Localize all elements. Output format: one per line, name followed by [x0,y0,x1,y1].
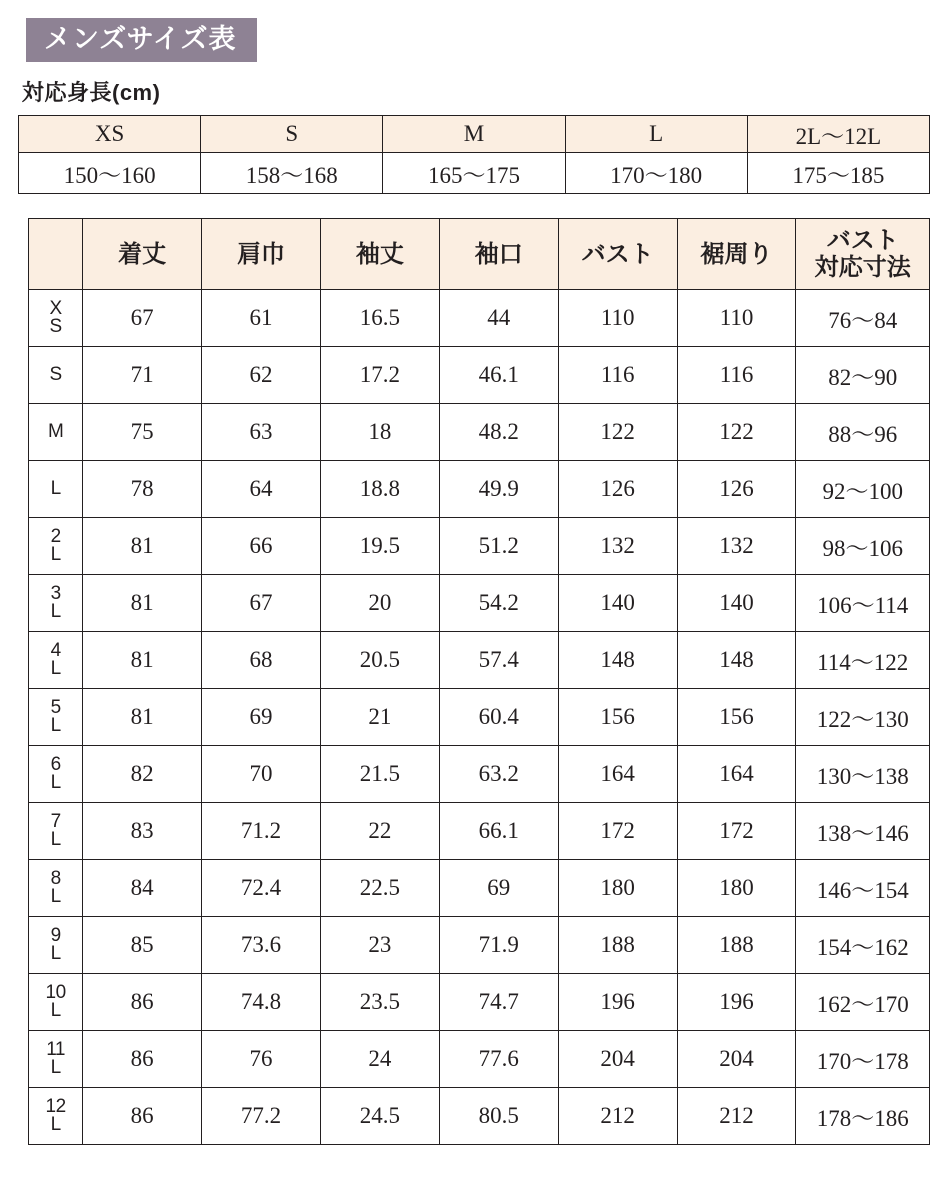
cell-bust: 196 [558,974,677,1031]
cell-length: 81 [83,689,202,746]
row-size-label [29,746,83,803]
cell-length: 86 [83,1088,202,1145]
height-size-header: S [201,116,383,153]
row-size-line2: L [50,1000,61,1022]
cell-bust: 148 [558,632,677,689]
measurement-header-row [29,219,930,290]
cell-hem: 156 [677,689,796,746]
row-size-label [29,290,83,347]
cell-length: 78 [83,461,202,518]
row-size-line1: 3 [50,582,61,604]
table-row [29,746,930,803]
row-size-label [29,461,83,518]
row-size-label [29,803,83,860]
cell-sleeve: 24 [320,1031,439,1088]
cell-shoulder: 69 [202,689,321,746]
cell-length: 83 [83,803,202,860]
cell-bust-fit: 130〜138 [796,746,930,803]
column-header-cuff: 袖口 [439,219,558,290]
measurement-table [28,218,930,1145]
cell-cuff: 51.2 [439,518,558,575]
row-size-line1: 11 [46,1038,65,1060]
cell-sleeve: 24.5 [320,1088,439,1145]
row-size-line2: S [49,316,62,338]
column-header-shoulder: 肩巾 [202,219,321,290]
cell-sleeve: 21 [320,689,439,746]
cell-length: 81 [83,632,202,689]
cell-hem: 188 [677,917,796,974]
row-size-line1: 4 [50,639,61,661]
cell-sleeve: 22.5 [320,860,439,917]
row-size-line2: L [50,544,61,566]
cell-hem: 204 [677,1031,796,1088]
cell-bust: 126 [558,461,677,518]
column-header-hem: 裾周り [677,219,796,290]
row-size-line1: 2 [50,525,61,547]
cell-length: 75 [83,404,202,461]
row-size-line1: 8 [50,867,61,889]
cell-shoulder: 61 [202,290,321,347]
cell-shoulder: 74.8 [202,974,321,1031]
column-header-length: 着丈 [83,219,202,290]
measurement-size-corner [29,219,83,290]
cell-sleeve: 17.2 [320,347,439,404]
row-size-label [29,518,83,575]
row-size-line2: L [50,715,61,737]
cell-cuff: 63.2 [439,746,558,803]
cell-cuff: 80.5 [439,1088,558,1145]
cell-bust-fit: 106〜114 [796,575,930,632]
row-size-label [29,860,83,917]
height-size-header: L [565,116,747,153]
cell-bust: 156 [558,689,677,746]
table-row [29,974,930,1031]
cell-bust-fit: 82〜90 [796,347,930,404]
cell-bust-fit: 122〜130 [796,689,930,746]
cell-sleeve: 18.8 [320,461,439,518]
height-table-row [19,153,930,194]
page-title: メンズサイズ表 [26,18,257,62]
height-table [18,115,930,194]
cell-cuff: 77.6 [439,1031,558,1088]
cell-sleeve: 18 [320,404,439,461]
row-size-line1: M [47,421,64,443]
height-size-header: XS [19,116,201,153]
cell-bust: 172 [558,803,677,860]
cell-length: 82 [83,746,202,803]
cell-bust-fit: 98〜106 [796,518,930,575]
cell-bust: 122 [558,404,677,461]
cell-bust-fit: 154〜162 [796,917,930,974]
table-row [29,1031,930,1088]
height-table-header-row [19,116,930,153]
table-row [29,575,930,632]
cell-bust: 204 [558,1031,677,1088]
row-size-line2: L [50,1114,61,1136]
row-size-line2: L [50,601,61,623]
cell-shoulder: 72.4 [202,860,321,917]
row-size-label [29,689,83,746]
row-size-label [29,575,83,632]
cell-length: 81 [83,518,202,575]
cell-hem: 172 [677,803,796,860]
cell-length: 71 [83,347,202,404]
cell-shoulder: 71.2 [202,803,321,860]
measurement-table-wrap [28,218,926,1145]
row-size-line1: S [49,364,62,386]
cell-bust-fit: 170〜178 [796,1031,930,1088]
cell-bust-fit: 138〜146 [796,803,930,860]
height-section-label: 対応身長(cm) [22,80,161,106]
table-row [29,1088,930,1145]
cell-sleeve: 23 [320,917,439,974]
cell-bust-fit: 76〜84 [796,290,930,347]
row-size-label [29,1088,83,1145]
cell-bust-fit: 88〜96 [796,404,930,461]
cell-hem: 110 [677,290,796,347]
height-range-cell: 170〜180 [565,153,747,194]
cell-bust-fit: 162〜170 [796,974,930,1031]
measurement-table-body [29,290,930,1145]
row-size-line2: L [50,943,61,965]
cell-shoulder: 66 [202,518,321,575]
table-row [29,347,930,404]
cell-hem: 180 [677,860,796,917]
cell-bust-fit: 146〜154 [796,860,930,917]
cell-shoulder: 73.6 [202,917,321,974]
cell-sleeve: 19.5 [320,518,439,575]
cell-shoulder: 64 [202,461,321,518]
table-row [29,689,930,746]
cell-bust-fit: 178〜186 [796,1088,930,1145]
row-size-line1: X [49,297,62,319]
row-size-line2: L [50,829,61,851]
cell-hem: 148 [677,632,796,689]
height-range-cell: 175〜185 [747,153,929,194]
cell-cuff: 49.9 [439,461,558,518]
row-size-line1: 6 [50,753,61,775]
column-header-bust-fit [796,219,930,290]
row-size-line1: 7 [50,810,61,832]
row-size-line1: 9 [50,924,61,946]
cell-cuff: 54.2 [439,575,558,632]
cell-hem: 126 [677,461,796,518]
row-size-line1: 5 [50,696,61,718]
row-size-line2: L [50,772,61,794]
cell-bust: 132 [558,518,677,575]
cell-cuff: 48.2 [439,404,558,461]
cell-hem: 164 [677,746,796,803]
cell-shoulder: 70 [202,746,321,803]
table-row [29,518,930,575]
cell-hem: 132 [677,518,796,575]
cell-bust-fit: 114〜122 [796,632,930,689]
cell-cuff: 74.7 [439,974,558,1031]
cell-shoulder: 62 [202,347,321,404]
column-header-sleeve: 袖丈 [320,219,439,290]
cell-hem: 116 [677,347,796,404]
cell-length: 84 [83,860,202,917]
height-range-cell: 165〜175 [383,153,565,194]
cell-length: 86 [83,1031,202,1088]
cell-cuff: 66.1 [439,803,558,860]
cell-shoulder: 67 [202,575,321,632]
cell-bust: 188 [558,917,677,974]
cell-length: 81 [83,575,202,632]
cell-length: 86 [83,974,202,1031]
height-range-cell: 158〜168 [201,153,383,194]
table-row [29,860,930,917]
row-size-line2: L [50,1057,61,1079]
row-size-line1: 12 [45,1095,66,1117]
cell-length: 67 [83,290,202,347]
table-row [29,404,930,461]
cell-bust: 180 [558,860,677,917]
column-header-bust: バスト [558,219,677,290]
cell-cuff: 46.1 [439,347,558,404]
table-row [29,290,930,347]
row-size-label [29,1031,83,1088]
table-row [29,917,930,974]
cell-bust: 164 [558,746,677,803]
cell-cuff: 57.4 [439,632,558,689]
cell-bust: 116 [558,347,677,404]
cell-length: 85 [83,917,202,974]
cell-cuff: 44 [439,290,558,347]
cell-hem: 196 [677,974,796,1031]
cell-shoulder: 76 [202,1031,321,1088]
cell-shoulder: 77.2 [202,1088,321,1145]
row-size-label [29,632,83,689]
table-row [29,632,930,689]
cell-bust: 140 [558,575,677,632]
row-size-label [29,974,83,1031]
cell-shoulder: 63 [202,404,321,461]
row-size-line2: L [50,886,61,908]
row-size-label [29,347,83,404]
cell-sleeve: 22 [320,803,439,860]
column-header-bust-fit-line1: バスト [826,226,899,254]
row-size-line1: 10 [45,981,66,1003]
row-size-line2: L [50,658,61,680]
cell-sleeve: 21.5 [320,746,439,803]
table-row [29,461,930,518]
cell-cuff: 69 [439,860,558,917]
table-row [29,803,930,860]
cell-bust: 212 [558,1088,677,1145]
cell-bust: 110 [558,290,677,347]
row-size-label [29,404,83,461]
cell-hem: 140 [677,575,796,632]
row-size-line1: L [50,478,61,500]
row-size-label [29,917,83,974]
height-range-cell: 150〜160 [19,153,201,194]
height-size-header: 2L〜12L [747,116,929,153]
height-size-header: M [383,116,565,153]
cell-sleeve: 20 [320,575,439,632]
cell-sleeve: 16.5 [320,290,439,347]
cell-cuff: 71.9 [439,917,558,974]
cell-shoulder: 68 [202,632,321,689]
cell-sleeve: 20.5 [320,632,439,689]
cell-hem: 122 [677,404,796,461]
cell-hem: 212 [677,1088,796,1145]
cell-cuff: 60.4 [439,689,558,746]
column-header-bust-fit-line2: 対応寸法 [814,254,911,282]
cell-sleeve: 23.5 [320,974,439,1031]
cell-bust-fit: 92〜100 [796,461,930,518]
